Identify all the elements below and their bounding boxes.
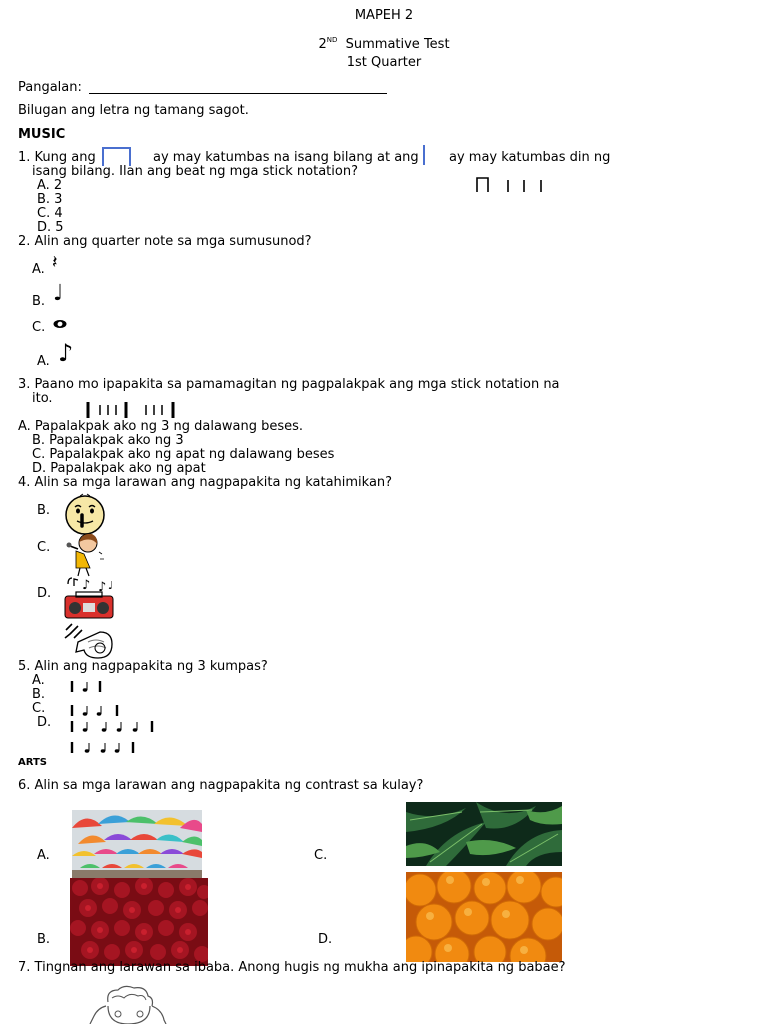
colorful-umbrellas-image — [72, 810, 202, 878]
red-roses-image — [70, 878, 208, 966]
shushing-face-icon — [63, 493, 107, 535]
q3-choice-a[interactable]: A. Papalakpak ako ng 3 ng dalawang beses. — [18, 419, 304, 434]
q7-text: 7. Tingnan ang larawan sa ibaba. Anong hugis ng mukha ang ipinapakita ng babae? — [18, 960, 566, 975]
q3-text-b: ito. — [32, 391, 53, 406]
stick-notation-icon — [84, 400, 178, 420]
whole-note-icon — [52, 319, 68, 329]
whistle-icon — [62, 620, 116, 664]
rhythm-pattern-b-icon — [66, 702, 124, 718]
q1-text-c: ay may katumbas din ng — [449, 150, 611, 165]
q1-choice-a[interactable]: A. 2 — [37, 178, 63, 193]
stick-notation-icon — [474, 175, 546, 193]
q5-text: 5. Alin ang nagpapakita ng 3 kumpas? — [18, 659, 268, 674]
q1-text-a: 1. Kung ang — [18, 150, 96, 165]
test-ordinal: 2 — [318, 37, 327, 52]
svg-text:♪: ♪ — [98, 580, 107, 595]
q1-choice-d[interactable]: D. 5 — [37, 220, 64, 235]
test-title — [0, 33, 768, 52]
quarter-note-icon: ♩ — [53, 281, 64, 306]
q4-text: 4. Alin sa mga larawan ang nagpapakita ng katahimikan? — [18, 475, 393, 490]
svg-text:♪: ♪ — [82, 578, 91, 593]
name-label: Pangalan: — [18, 80, 82, 95]
instruction: Bilugan ang letra ng tamang sagot. — [18, 103, 249, 118]
q5-choice-c[interactable]: C. — [32, 701, 46, 716]
q5-choice-d[interactable]: D. — [37, 715, 52, 730]
q2-choice-b[interactable]: B. — [32, 294, 46, 309]
q5-choice-b[interactable]: B. — [32, 687, 46, 702]
q3-choice-d[interactable]: D. Papalakpak ako ng apat — [32, 461, 206, 476]
q3-text-a: 3. Paano mo ipapakita sa pamamagitan ng pagpalakpak ang mga stick notation na — [18, 377, 560, 392]
boombox-radio-icon — [62, 576, 116, 620]
q3-choice-c[interactable]: C. Papalakpak ako ng apat ng dalawang beses — [32, 447, 335, 462]
green-leaves-image — [406, 802, 562, 866]
q6-choice-b[interactable]: B. — [37, 932, 51, 947]
test-subject: MAPEH 2 — [354, 8, 414, 23]
q2-choice-d[interactable]: A. — [37, 354, 50, 369]
q4-choice-d[interactable]: D. — [37, 586, 52, 601]
girl-face-sketch-icon — [84, 984, 174, 1024]
q1-choice-b[interactable]: B. 3 — [37, 192, 63, 207]
quarter-rest-icon: 𝄽 — [52, 252, 58, 273]
q1-text-b: ay may katumbas na isang bilang at ang — [153, 150, 419, 165]
q4-choice-c[interactable]: C. — [37, 540, 51, 555]
quarter-stick-icon — [420, 144, 428, 166]
section-arts: ARTS — [18, 757, 48, 768]
oranges-image — [406, 872, 562, 962]
q5-choice-a[interactable]: A. — [32, 673, 45, 688]
test-quarter: 1st Quarter — [346, 55, 422, 70]
q6-choice-c[interactable]: C. — [314, 848, 328, 863]
q3-choice-b[interactable]: B. Papalakpak ako ng 3 — [32, 433, 184, 448]
q6-choice-a[interactable]: A. — [37, 848, 50, 863]
rhythm-pattern-a-icon — [66, 678, 110, 694]
q2-choice-c[interactable]: C. — [32, 320, 46, 335]
eighth-note-icon: ♪ — [58, 339, 74, 367]
test-ordinal-suffix: ND — [326, 36, 338, 44]
section-music: MUSIC — [18, 127, 66, 142]
name-blank-line[interactable] — [89, 93, 387, 94]
svg-text:♩: ♩ — [108, 579, 114, 592]
test-name: Summative Test — [345, 37, 450, 52]
q6-choice-d[interactable]: D. — [318, 932, 333, 947]
singing-girl-icon — [62, 532, 108, 578]
q2-choice-a[interactable]: A. — [32, 262, 45, 277]
q1-text-d: isang bilang. Ilan ang beat ng mga stick notation? — [32, 164, 358, 179]
q1-choice-c[interactable]: C. 4 — [37, 206, 63, 221]
q2-text: 2. Alin ang quarter note sa mga sumusunod? — [18, 234, 312, 249]
q4-choice-b[interactable]: B. — [37, 503, 51, 518]
rhythm-pattern-d-icon — [66, 739, 142, 755]
q6-text: 6. Alin sa mga larawan ang nagpapakita ng contrast sa kulay? — [18, 778, 424, 793]
rhythm-pattern-c-icon — [66, 718, 160, 734]
